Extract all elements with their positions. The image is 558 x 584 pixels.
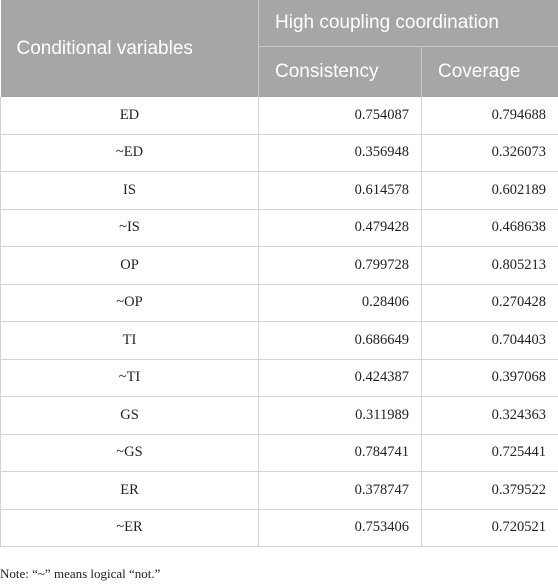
cell-coverage: 0.468638 <box>422 209 558 247</box>
table-row <box>1 359 558 397</box>
cell-consistency: 0.479428 <box>259 209 422 247</box>
cell-coverage: 0.794688 <box>422 97 558 134</box>
cell-coverage: 0.397068 <box>422 359 558 397</box>
table-row <box>1 97 558 134</box>
cell-coverage: 0.324363 <box>422 397 558 435</box>
table-row <box>1 322 558 360</box>
table-row <box>1 247 558 285</box>
table-row <box>1 134 558 172</box>
cell-variable: GS <box>1 397 259 435</box>
table-row <box>1 472 558 510</box>
table-row <box>1 284 558 322</box>
cell-consistency: 0.28406 <box>259 284 422 322</box>
cell-variable: ~OP <box>1 284 259 322</box>
cell-consistency: 0.799728 <box>259 247 422 285</box>
cell-variable: ~IS <box>1 209 259 247</box>
cell-consistency: 0.754087 <box>259 97 422 134</box>
cell-coverage: 0.270428 <box>422 284 558 322</box>
header-conditional-variables: Conditional variables <box>1 0 259 97</box>
cell-consistency: 0.424387 <box>259 359 422 397</box>
cell-variable: ~ER <box>1 509 259 547</box>
table-header <box>1 0 558 97</box>
cell-variable: OP <box>1 247 259 285</box>
table-row <box>1 397 558 435</box>
cell-coverage: 0.805213 <box>422 247 558 285</box>
table-row <box>1 509 558 547</box>
cell-consistency: 0.784741 <box>259 434 422 472</box>
cell-variable: TI <box>1 322 259 360</box>
cell-consistency: 0.311989 <box>259 397 422 435</box>
cell-variable: ED <box>1 97 259 134</box>
cell-coverage: 0.725441 <box>422 434 558 472</box>
header-consistency: Consistency <box>259 47 422 98</box>
header-high-coupling-coordination: High coupling coordination <box>259 0 558 47</box>
cell-variable: ER <box>1 472 259 510</box>
cell-coverage: 0.379522 <box>422 472 558 510</box>
cell-variable: ~TI <box>1 359 259 397</box>
cell-variable: ~ED <box>1 134 259 172</box>
cell-consistency: 0.356948 <box>259 134 422 172</box>
cell-consistency: 0.686649 <box>259 322 422 360</box>
cell-variable: IS <box>1 172 259 210</box>
table-row <box>1 209 558 247</box>
table-note: Note: “~” means logical “not.” <box>0 566 161 581</box>
header-coverage: Coverage <box>422 47 558 98</box>
table-row <box>1 172 558 210</box>
cell-coverage: 0.704403 <box>422 322 558 360</box>
cell-consistency: 0.614578 <box>259 172 422 210</box>
table-row <box>1 434 558 472</box>
cell-coverage: 0.326073 <box>422 134 558 172</box>
cell-consistency: 0.378747 <box>259 472 422 510</box>
cell-consistency: 0.753406 <box>259 509 422 547</box>
cell-coverage: 0.602189 <box>422 172 558 210</box>
cell-variable: ~GS <box>1 434 259 472</box>
cell-coverage: 0.720521 <box>422 509 558 547</box>
table-body <box>1 97 558 547</box>
